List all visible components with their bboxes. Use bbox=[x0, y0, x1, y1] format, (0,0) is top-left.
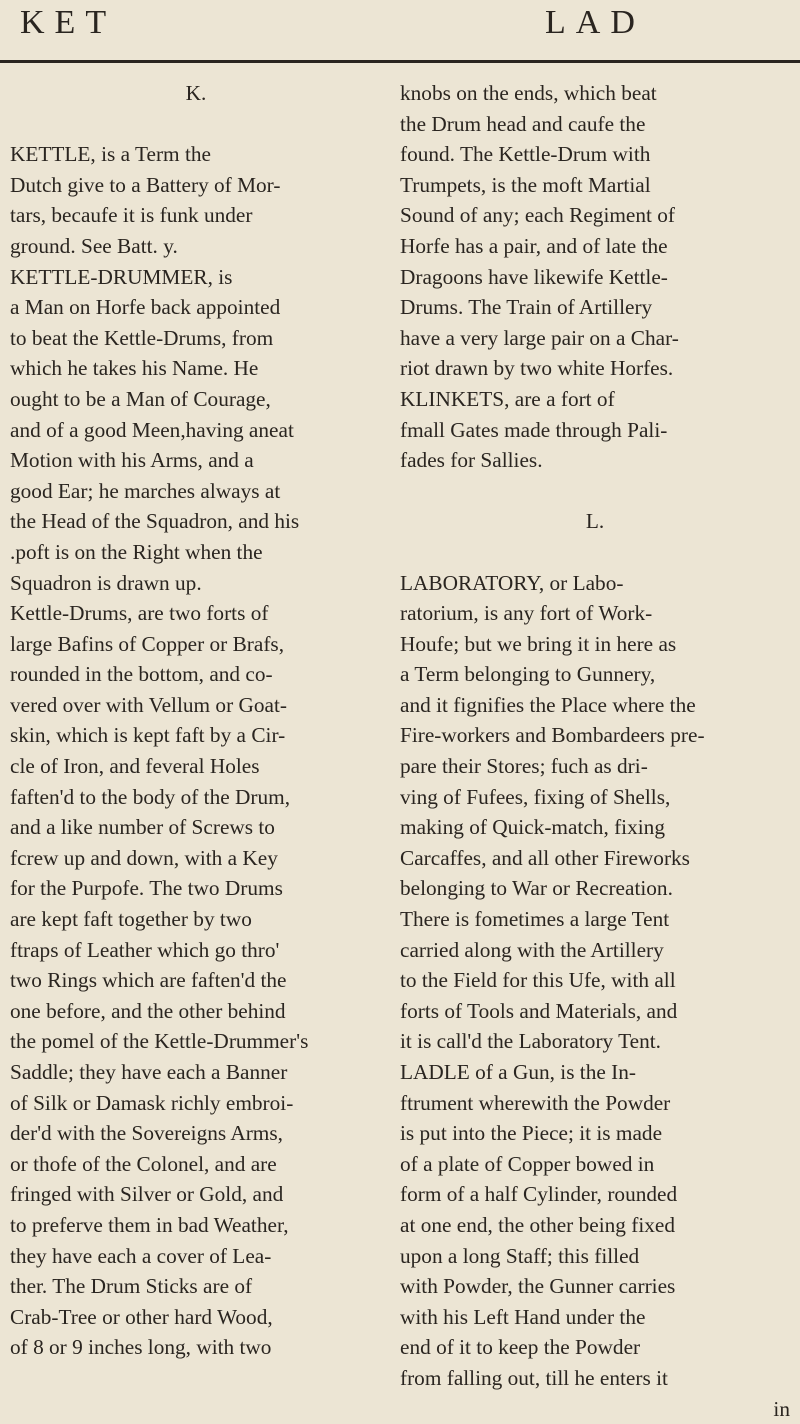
left-column-line: fcrew up and down, with a Key bbox=[10, 845, 278, 870]
right-column-line: Sound of any; each Regiment of bbox=[400, 203, 676, 228]
right-column-line: carried along with the Artillery bbox=[400, 937, 664, 962]
right-column-line: fmall Gates made through Pali- bbox=[400, 417, 668, 442]
left-column-line: large Bafins of Copper or Brafs, bbox=[10, 631, 285, 656]
right-column-line: Horfe has a pair, and of late the bbox=[400, 233, 668, 258]
right-column-line bbox=[400, 476, 790, 507]
right-column-line: Dragoons have likewife Kettle- bbox=[400, 264, 668, 289]
left-column-line: fringed with Silver or Gold, and bbox=[10, 1182, 284, 1207]
right-column bbox=[400, 78, 790, 1424]
left-column-line: of 8 or 9 inches long, with two bbox=[10, 1335, 272, 1360]
left-column-line: the pomel of the Kettle-Drummer's bbox=[10, 1029, 309, 1054]
left-column-line: two Rings which are faften'd the bbox=[10, 968, 287, 993]
left-column-line: the Head of the Squadron, and his bbox=[10, 509, 300, 534]
left-column-line: cle of Iron, and feveral Holes bbox=[10, 754, 260, 779]
right-column-line: riot drawn by two white Horfes. bbox=[400, 356, 674, 381]
right-column-line: upon a long Staff; this filled bbox=[400, 1243, 640, 1268]
left-column-line: ftraps of Leather which go thro' bbox=[10, 937, 280, 962]
left-column-line: and of a good Meen,having aneat bbox=[10, 417, 294, 442]
left-column-line: Saddle; they have each a Banner bbox=[10, 1060, 288, 1084]
left-column-line: tars, becaufe it is funk under bbox=[10, 203, 253, 228]
left-column-line: of Silk or Damask richly embroi- bbox=[10, 1090, 294, 1115]
right-column-line: making of Quick-match, fixing bbox=[400, 815, 665, 840]
left-column-line: ought to be a Man of Courage, bbox=[10, 386, 271, 411]
header-rule bbox=[0, 60, 800, 63]
right-column-line: belonging to War or Recreation. bbox=[400, 876, 673, 901]
right-column-line: of a plate of Copper bowed in bbox=[400, 1151, 655, 1176]
left-column bbox=[10, 78, 382, 1363]
right-column-line: knobs on the ends, which beat bbox=[400, 81, 657, 105]
left-column-line: KETTLE-DRUMMER, is bbox=[10, 264, 233, 289]
right-column-line bbox=[400, 537, 790, 568]
left-column-line: are kept faft together by two bbox=[10, 907, 252, 932]
left-column-line: or thofe of the Colonel, and are bbox=[10, 1151, 277, 1176]
right-column-line: with his Left Hand under the bbox=[400, 1304, 646, 1329]
right-column-line: in bbox=[773, 1396, 790, 1421]
right-column-line: pare their Stores; fuch as dri- bbox=[400, 754, 648, 779]
left-column-line: to preferve them in bad Weather, bbox=[10, 1212, 289, 1237]
left-column-line: Squadron is drawn up. bbox=[10, 570, 202, 595]
left-column-line: for the Purpofe. The two Drums bbox=[10, 876, 283, 901]
left-column-line: .poft is on the Right when the bbox=[10, 539, 263, 564]
right-column-line: form of a half Cylinder, rounded bbox=[400, 1182, 678, 1207]
running-head-left: KET bbox=[20, 4, 117, 41]
left-column-line: a Man on Horfe back appointed bbox=[10, 295, 281, 320]
left-column-line: faften'd to the body of the Drum, bbox=[10, 784, 291, 809]
left-column-line: vered over with Vellum or Goat- bbox=[10, 692, 287, 717]
right-column-line: to the Field for this Ufe, with all bbox=[400, 968, 676, 993]
left-column-line: one before, and the other behind bbox=[10, 998, 286, 1023]
right-column-line: at one end, the other being fixed bbox=[400, 1212, 675, 1237]
left-column-line: ground. See Batt. y. bbox=[10, 233, 178, 258]
left-column-line: der'd with the Sovereigns Arms, bbox=[10, 1121, 283, 1146]
right-column-line: Carcaffes, and all other Fireworks bbox=[400, 845, 690, 870]
right-column-line: Drums. The Train of Artillery bbox=[400, 295, 653, 320]
left-column-line: good Ear; he marches always at bbox=[10, 478, 281, 503]
right-column-line: have a very large pair on a Char- bbox=[400, 325, 679, 350]
right-column-line: the Drum head and caufe the bbox=[400, 111, 646, 136]
left-column-line: and a like number of Screws to bbox=[10, 815, 275, 840]
left-column-line: KETTLE, is a Term the bbox=[10, 142, 211, 167]
running-head-right: LAD bbox=[545, 4, 645, 41]
left-column-line: skin, which is kept faft by a Cir- bbox=[10, 723, 286, 748]
right-column-line: is put into the Piece; it is made bbox=[400, 1121, 663, 1146]
right-column-line: from falling out, till he enters it bbox=[400, 1365, 668, 1390]
left-column-line: rounded in the bottom, and co- bbox=[10, 662, 273, 687]
right-column-line: LADLE of a Gun, is the In- bbox=[400, 1060, 636, 1084]
right-column-line: KLINKETS, are a fort of bbox=[400, 386, 615, 411]
right-column-line: it is call'd the Laboratory Tent. bbox=[400, 1029, 661, 1054]
right-column-line: end of it to keep the Powder bbox=[400, 1335, 641, 1360]
left-column-line: Motion with his Arms, and a bbox=[10, 448, 254, 473]
right-column-line: ratorium, is any fort of Work- bbox=[400, 601, 653, 626]
left-column-line: to beat the Kettle-Drums, from bbox=[10, 325, 274, 350]
left-column-line: K. bbox=[185, 81, 207, 105]
right-column-line: ftrument wherewith the Powder bbox=[400, 1090, 671, 1115]
right-column-line: a Term belonging to Gunnery, bbox=[400, 662, 656, 687]
left-column-line: Crab-Tree or other hard Wood, bbox=[10, 1304, 273, 1329]
right-column-line: Houfe; but we bring it in here as bbox=[400, 631, 677, 656]
right-column-line: L. bbox=[585, 509, 605, 534]
left-column-line: ther. The Drum Sticks are of bbox=[10, 1274, 253, 1299]
left-column-line: Dutch give to a Battery of Mor- bbox=[10, 172, 281, 197]
left-column-line: they have each a cover of Lea- bbox=[10, 1243, 272, 1268]
right-column-line: and it fignifies the Place where the bbox=[400, 692, 696, 717]
left-column-line: which he takes his Name. He bbox=[10, 356, 259, 381]
right-column-line: Fire-workers and Bombardeers pre- bbox=[400, 723, 705, 748]
right-column-line: forts of Tools and Materials, and bbox=[400, 998, 678, 1023]
right-column-line: There is fometimes a large Tent bbox=[400, 907, 670, 932]
right-column-line: found. The Kettle-Drum with bbox=[400, 142, 651, 167]
left-column-line bbox=[10, 109, 382, 140]
left-column-line: Kettle-Drums, are two forts of bbox=[10, 601, 269, 626]
right-column-line: LABORATORY, or Labo- bbox=[400, 570, 624, 595]
right-column-line: with Powder, the Gunner carries bbox=[400, 1274, 676, 1299]
right-column-line: Trumpets, is the moft Martial bbox=[400, 172, 651, 197]
right-column-line: fades for Sallies. bbox=[400, 448, 543, 473]
right-column-line: ving of Fufees, fixing of Shells, bbox=[400, 784, 671, 809]
